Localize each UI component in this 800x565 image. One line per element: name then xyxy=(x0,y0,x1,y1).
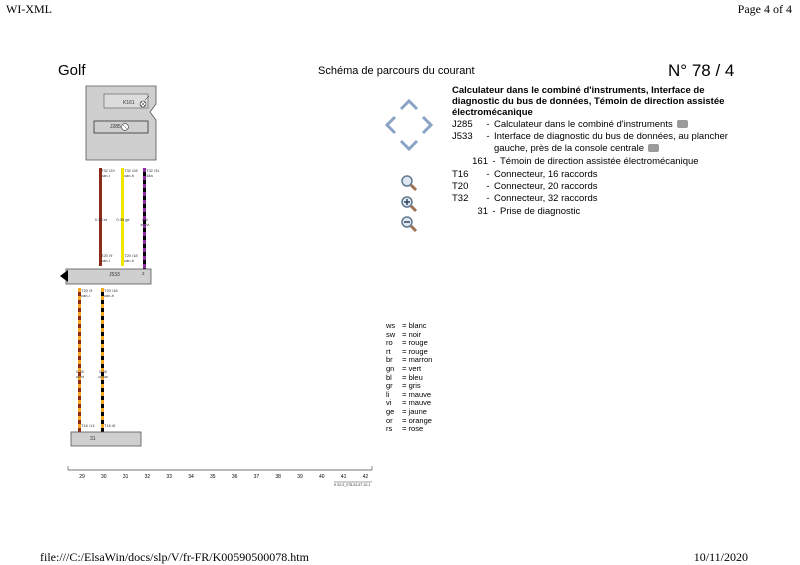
legend-code: 31 xyxy=(477,206,488,217)
wire-label-or-sw: 0.35 or/sw xyxy=(98,369,108,379)
legend-text: Connecteur, 16 raccords xyxy=(494,169,598,180)
color-name: jaune xyxy=(408,407,427,416)
position-label: 35 xyxy=(210,474,216,480)
color-name: mauve xyxy=(408,389,432,399)
legend-text: Connecteur, 32 raccords xyxy=(494,193,598,204)
color-abbr: gn xyxy=(386,364,395,373)
connector-31-label: 31 xyxy=(90,436,96,442)
diagnostic-connector xyxy=(71,432,141,446)
wire-label-br: 0.35 br xyxy=(94,217,108,222)
color-name: bleu xyxy=(408,372,423,382)
footer-date: 10/11/2020 xyxy=(693,550,748,564)
position-label: 34 xyxy=(188,474,194,480)
legend-code: J285 xyxy=(452,119,473,130)
position-label: 40 xyxy=(319,474,325,480)
position-label: 31 xyxy=(122,474,129,480)
j533-label: J533 xyxy=(109,272,120,278)
color-name: rose xyxy=(408,424,424,434)
color-abbr: br xyxy=(386,355,393,365)
legend-dash: - xyxy=(486,181,490,192)
color-equals: = xyxy=(400,321,409,330)
file-path: file:///C:/ElsaWin/docs/slp/V/fr-FR/K00590500078.htm xyxy=(40,550,309,564)
j533-arrow xyxy=(60,270,68,282)
legend-code: T32 xyxy=(452,193,469,204)
legend-text: Calculateur dans le combiné d'instruments xyxy=(494,119,673,130)
color-abbr: ge xyxy=(386,407,395,416)
vehicle-name: Golf xyxy=(58,62,86,79)
color-equals: = xyxy=(400,355,409,365)
position-label: 42 xyxy=(362,474,369,480)
legend-text: Interface de diagnostic du bus de données, au plancher xyxy=(494,131,728,142)
ground-box-label: 2 xyxy=(142,271,145,276)
color-abbr: rt xyxy=(386,346,391,356)
lower-top-label-2: T20 /18 can-h xyxy=(104,288,118,298)
legend-code: 161 xyxy=(472,156,488,167)
position-label: 33 xyxy=(166,474,172,480)
color-abbr: bl xyxy=(386,372,392,382)
position-label: 29 xyxy=(79,474,85,480)
browser-title: WI-XML xyxy=(6,2,52,16)
top-label-2: T32 /28 can-h xyxy=(124,168,138,178)
color-abbr: li xyxy=(386,389,390,399)
color-name: mauve xyxy=(408,398,432,408)
color-abbr: rs xyxy=(386,424,393,434)
schema-description: Calculateur dans le combiné d'instruments, Interface de diagnostic du bus de données, Témoin de direction assistée électromécanique xyxy=(452,85,725,118)
color-name: rouge xyxy=(408,338,428,348)
position-label: 38 xyxy=(275,474,281,480)
wire-or-sw xyxy=(101,288,104,432)
legend-dash: - xyxy=(492,206,496,217)
legend-dash: - xyxy=(492,156,496,167)
color-abbr: vi xyxy=(386,398,392,408)
position-label: 39 xyxy=(297,474,303,480)
legend-code: T20 xyxy=(452,181,469,192)
wire-label-ge: 0.35 ge xyxy=(116,217,130,222)
color-abbr: ws xyxy=(386,321,396,330)
legend-text: Prise de diagnostic xyxy=(500,206,581,217)
legend-code: T16 xyxy=(452,169,469,180)
j285-box xyxy=(94,121,148,133)
legend-code: J533 xyxy=(452,131,473,142)
color-abbr: or xyxy=(386,415,393,425)
color-abbr: ro xyxy=(386,338,393,348)
reference-code: K 00-5_078-04-57-10-1 xyxy=(334,483,371,487)
mid-label-1: T20 /9 can-l xyxy=(101,253,113,263)
bottom-label-1: T16 /14 xyxy=(81,423,95,428)
legend-text: Connecteur, 20 raccords xyxy=(494,181,598,192)
color-name: gris xyxy=(408,381,421,391)
k161-label: K161 xyxy=(123,100,135,106)
bottom-label-2: T16 /6 xyxy=(104,423,116,428)
color-name: noir xyxy=(408,329,422,339)
color-equals: = xyxy=(400,364,409,373)
legend-text-continued: gauche, près de la console centrale xyxy=(494,143,644,154)
color-equals: = xyxy=(400,424,409,434)
wire-or-br xyxy=(78,288,81,432)
mid-label-2: T20 /18 can-h xyxy=(124,253,138,263)
legend-dash: - xyxy=(486,193,490,204)
legend-dash: - xyxy=(486,131,490,142)
top-label-3: T32 /31 18a xyxy=(146,168,160,178)
color-equals: = xyxy=(400,389,409,399)
color-name: vert xyxy=(408,364,422,373)
page-title: Schéma de parcours du courant xyxy=(318,65,475,77)
legend-dash: - xyxy=(486,119,490,130)
color-abbr: gr xyxy=(386,381,393,391)
color-name: rouge xyxy=(408,346,428,356)
page-indicator: Page 4 of 4 xyxy=(737,2,792,16)
position-label: 32 xyxy=(144,474,151,480)
color-equals: = xyxy=(400,398,409,408)
number-value: 78 / 4 xyxy=(691,61,735,80)
legend-dash: - xyxy=(486,169,490,180)
color-equals: = xyxy=(400,415,409,425)
j285-label: J285 xyxy=(110,124,121,130)
color-name: marron xyxy=(408,355,433,365)
color-name: blanc xyxy=(408,321,427,330)
wire-label-sw-vi: 0.5 sw/vi xyxy=(140,217,150,227)
wire-label-or-br: 0.35 or/br xyxy=(75,369,85,379)
position-label: 41 xyxy=(340,474,347,480)
position-label: 30 xyxy=(101,474,107,480)
top-label-1: T32 /29 can-l xyxy=(101,168,115,178)
color-name: orange xyxy=(408,415,432,425)
legend-text: Témoin de direction assistée électromécanique xyxy=(500,156,699,167)
color-equals: = xyxy=(400,372,409,382)
color-equals: = xyxy=(400,346,409,356)
position-label: 36 xyxy=(231,474,238,480)
color-abbr: sw xyxy=(386,329,396,339)
number-label: N° xyxy=(668,61,688,80)
lower-top-label-1: T20 /9 can-l xyxy=(81,288,93,298)
color-equals: = xyxy=(400,329,409,339)
color-equals: = xyxy=(400,407,409,416)
color-equals: = xyxy=(400,338,409,348)
position-label: 37 xyxy=(253,474,260,480)
color-equals: = xyxy=(400,381,409,391)
